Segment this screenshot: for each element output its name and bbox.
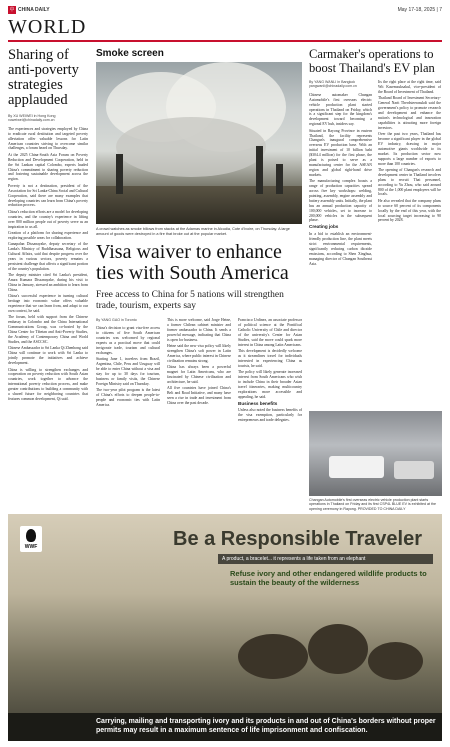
left-paragraph: China's successful experience in turning cultural heritage into economic value offers valuable experience that we can learn from, and adapt to our own context, he said.	[8, 294, 88, 314]
visa-paragraph: All five countries have joined China's Belt and Road Initiative, and many have seen a rise in trade and investment from China over the past decade.	[167, 386, 231, 405]
ad-message: Refuse ivory and other endangered wildlife products to sustain the beauty of the wilderness	[230, 569, 427, 587]
ev-paragraph: Situated in Rayong Province in eastern Thailand, the facility represents Changan's inaugural comprehensive overseas EV production base. With an initial investment of 10 billion baht ($304.4 million) for the first phase, the plant is poised to serve as a manufacturing center for the ASEAN region and global right-hand drive markets.	[309, 128, 372, 177]
left-headline: Sharing of anti-poverty strategies applauded	[8, 47, 79, 108]
left-paragraph: The forum, held with support from the Chinese embassy in Colombo and the China International Communications Group, was co-hosted by the China Center for Tibetan and Anti-Poverty Studies, the Academy of Contemporary China and World Studies, and the ASCCSC.	[8, 315, 88, 344]
ev-byline	[309, 80, 372, 89]
left-paragraph: Poverty is not a destination, president of the Association for Sri Lanka-China Social and Cultural Cooperation, said there are many examples that developing countries can learn from China's poverty reduction process.	[8, 183, 88, 208]
visa-paragraph: Heine said the new visa policy will likely strengthen China's soft power in Latin America, where public interest in Chinese civilization remains strong.	[167, 344, 231, 363]
visa-deck: Free access to China for 5 nations will strengthen trade, tourism, experts say	[96, 290, 284, 311]
left-paragraph: China is willing to strengthen exchanges and cooperation on poverty reduction with South Asian countries, work together to advance the international poverty reduction process, and make greater contributions to building a community with a shared future for neighboring countries that features common development, Qi said.	[8, 367, 88, 401]
left-paragraph: China's reduction efforts are a model for developing countries, and the country's experience in lifting over 800 million people out of poverty serve as an inspiration to us all.	[8, 209, 88, 229]
left-paragraph: The experiences and strategies employed by China to eradicate rural destitution and targeted poverty alleviation offer valuable lessons for Latin American countries striving to overcome similar challenges, a forum heard on Thursday.	[8, 126, 88, 151]
visa-body	[96, 318, 302, 510]
ev-paragraph: Over the past two years, Thailand has become a significant player in the global EV industry, drawing in major automotive giants worldwide to its market. Its production sector now supports a large number of exports to more than 100 countries.	[378, 132, 441, 166]
visa-subhead: Business benefits	[238, 400, 278, 406]
section-title: WORLD	[8, 16, 87, 38]
ev-paragraph: The opening of Changan's research and development center in Thailand involves plans to recruit Thai personnel, according to Yu Zhou, who said around 800 of the 1,000 plant employees will be locals.	[378, 167, 441, 197]
wwf-panda-logo: WWF	[20, 526, 42, 552]
ev-paragraph: Chinese automaker Changan Automobile's first overseas electric vehicle production plant started operations in Thailand on Friday, which is a significant step for the kingdom's development toward becoming a regional EV hub, insiders say.	[309, 92, 372, 127]
left-paragraph: The deputy minister cited Sri Lanka's president, Anura Kumara Dissanayake, during his visit to China in January, stressed an ambition to learn from China.	[8, 273, 88, 292]
ev-headline: Carmaker's operations to boost Thailand's EV plan	[309, 47, 435, 75]
visa-paragraph: China's decision to grant visa-free access to citizens of five South American countries was welcomed by regional experts as a practical move that could invigorate trade, tourism and cultural exchanges.	[96, 326, 160, 355]
smoke-photo	[96, 62, 302, 224]
left-body	[8, 127, 88, 402]
ev-paragraph: Its the right place at the right time, said Wit Kasemsuksakul, vice-president of the Board of Investment of Thailand.	[378, 80, 441, 94]
elephant-icon	[368, 642, 423, 680]
paper-name: CHINA DAILY	[18, 7, 50, 13]
visa-paragraph: China has always been a powerful magnet for Latin Americans, who are fascinated by Chinese civilization and architecture, he said.	[167, 365, 231, 384]
page-header	[8, 6, 442, 15]
visa-paragraph: The two-year pilot program is the latest of China's efforts to deepen people-to-people and economic ties with Latin America.	[96, 388, 160, 407]
visa-paragraph: The policy will likely generate increased interest from South Americans who wish to include China in their broader Asian travel itineraries, making multicountry explorations more accessible and appealing, he said.	[238, 370, 302, 399]
ev-subhead: Creating jobs	[309, 224, 339, 230]
ev-paragraph: Thailand Board of Investment Secretary-General Narit Therdsteerasukdi said the government's policy to promote research and development and enhance the nation's technological and innovation capabilities is attracting more foreign investors.	[378, 96, 441, 130]
section-header	[8, 16, 442, 42]
visa-byline: By YANG GAO in Toronto	[96, 318, 137, 322]
visa-headline: Visa waiver to enhance ties with South America	[96, 241, 289, 284]
left-byline	[8, 114, 88, 123]
left-paragraph: At the 2025 China-South Asia Forum on Poverty Reduction and Development Cooperation, held in the Sri Lankan capital Colombo, experts lauded China's commitment to sharing poverty reduction and fostering sustainable development across the region.	[8, 152, 88, 182]
ev-byline-email: yangwanli@chinadaily.com.cn	[309, 84, 357, 89]
ev-paragraph: He also revealed that the company plans to source 60 percent of its components locally by the end of this year, with the local sourcing target increasing to 90 percent by 2028.	[378, 198, 441, 223]
photo-caption: A crowd watches as smoke billows from stacks at the Adamas marine in Alcudia, Cote d'Ivoire, on Thursday. A large amount of goods were destroyed in a fire that broke out at the popular market.	[96, 227, 290, 236]
elephant-icon	[238, 634, 308, 679]
ad-headline: Be a Responsible Traveler	[173, 528, 423, 550]
visa-paragraph: Francisco Urdinez, an associate professor of political science at the Pontifical Catholic University of Chile and director of the university's Center for Asian Studies, said the move could spark more interest in China among Latin Americans.	[238, 318, 302, 347]
left-paragraph: Chinese Ambassador to Sri Lanka Qi Zhenhong said China will continue to work with Sri Lanka to jointly promote the initiatives and achieve development.	[8, 346, 88, 366]
left-story	[8, 48, 88, 403]
visa-paragraph: Unless also noted the business benefits of the visa exemption, particularly for entrepreneurs and trade delegates.	[238, 408, 302, 423]
left-byline-author: By XU WEIWEI in Hong Kong	[8, 114, 56, 118]
visa-paragraph: Starting June 1, travelers from Brazil, Argentina, Chile, Peru and Uruguay will be able to enter China without a visa and stay for up to 30 days for tourism, business or family visits, the Chinese Foreign Ministry said on Thursday.	[96, 357, 160, 386]
ev-photo-caption: Changan Automobile's first overseas electric vehicle production plant starts operations in Thailand on Friday and its first CSP4L BLUE EV is exhibited at the opening ceremony in Rayong. PROVIDED TO CHINA DAILY	[309, 498, 437, 511]
visa-paragraph: This development is decidedly welcome as it streamlines travel for individuals interested in experiencing China as tourists, he said.	[238, 348, 302, 368]
left-byline-email: xuweiwei@chinadaily.com.cn	[8, 118, 55, 123]
ad-footer	[8, 713, 442, 741]
ad-footer-text: Carrying, mailing and transporting ivory and its products in and out of China's borders without proper permits may result in a maximum sentence of life imprisonment and confiscation.	[96, 718, 436, 734]
left-paragraph: Gunapalan Dissanayake, deputy secretary of the Lanka's Ministry of Buddhasasana, Religious and Cultural Affairs, said that despite progress over the years in various sectors, poverty remains a persistent challenge that affects a significant portion of the country's population.	[8, 242, 88, 271]
china-daily-logo: 中	[9, 7, 15, 13]
ev-paragraph: In a bid to establish an environment-friendly production line, the plant meets strict environmental requirements, significantly reducing carbon dioxide emissions, according to Shen Xinghua, managing director of Changan Southeast Asia.	[309, 232, 372, 266]
ev-paragraph: The manufacturing complex boasts a range of production capacities spread across five key workshops: welding, painting, assembly, engine assembly and battery assembly units. Initially, the plant has an annual production capacity of 100,000 vehicles, set to increase to 200,000 vehicles in the subsequent phase.	[309, 179, 372, 223]
visa-paragraph: This is more welcome, said Jorge Heine, a former Chilean cabinet minister and former ambassador to China. It sends a powerful message, indicating that China is open for business.	[167, 318, 231, 342]
photo-kicker: Smoke screen	[96, 48, 164, 59]
ev-photo	[309, 411, 442, 496]
ev-byline-author: By YANG WANLI in Bangkok	[309, 80, 356, 84]
ad-tagline: A product, a bracelet... it represents a life taken from an elephant	[218, 554, 433, 564]
wwf-advertisement	[8, 514, 442, 741]
left-paragraph: Creation of a platform for sharing experience and exploring possible areas for collaboration.	[8, 230, 88, 240]
date-page: May 17-18, 2025 | 7	[397, 7, 442, 13]
elephant-icon	[308, 624, 368, 674]
